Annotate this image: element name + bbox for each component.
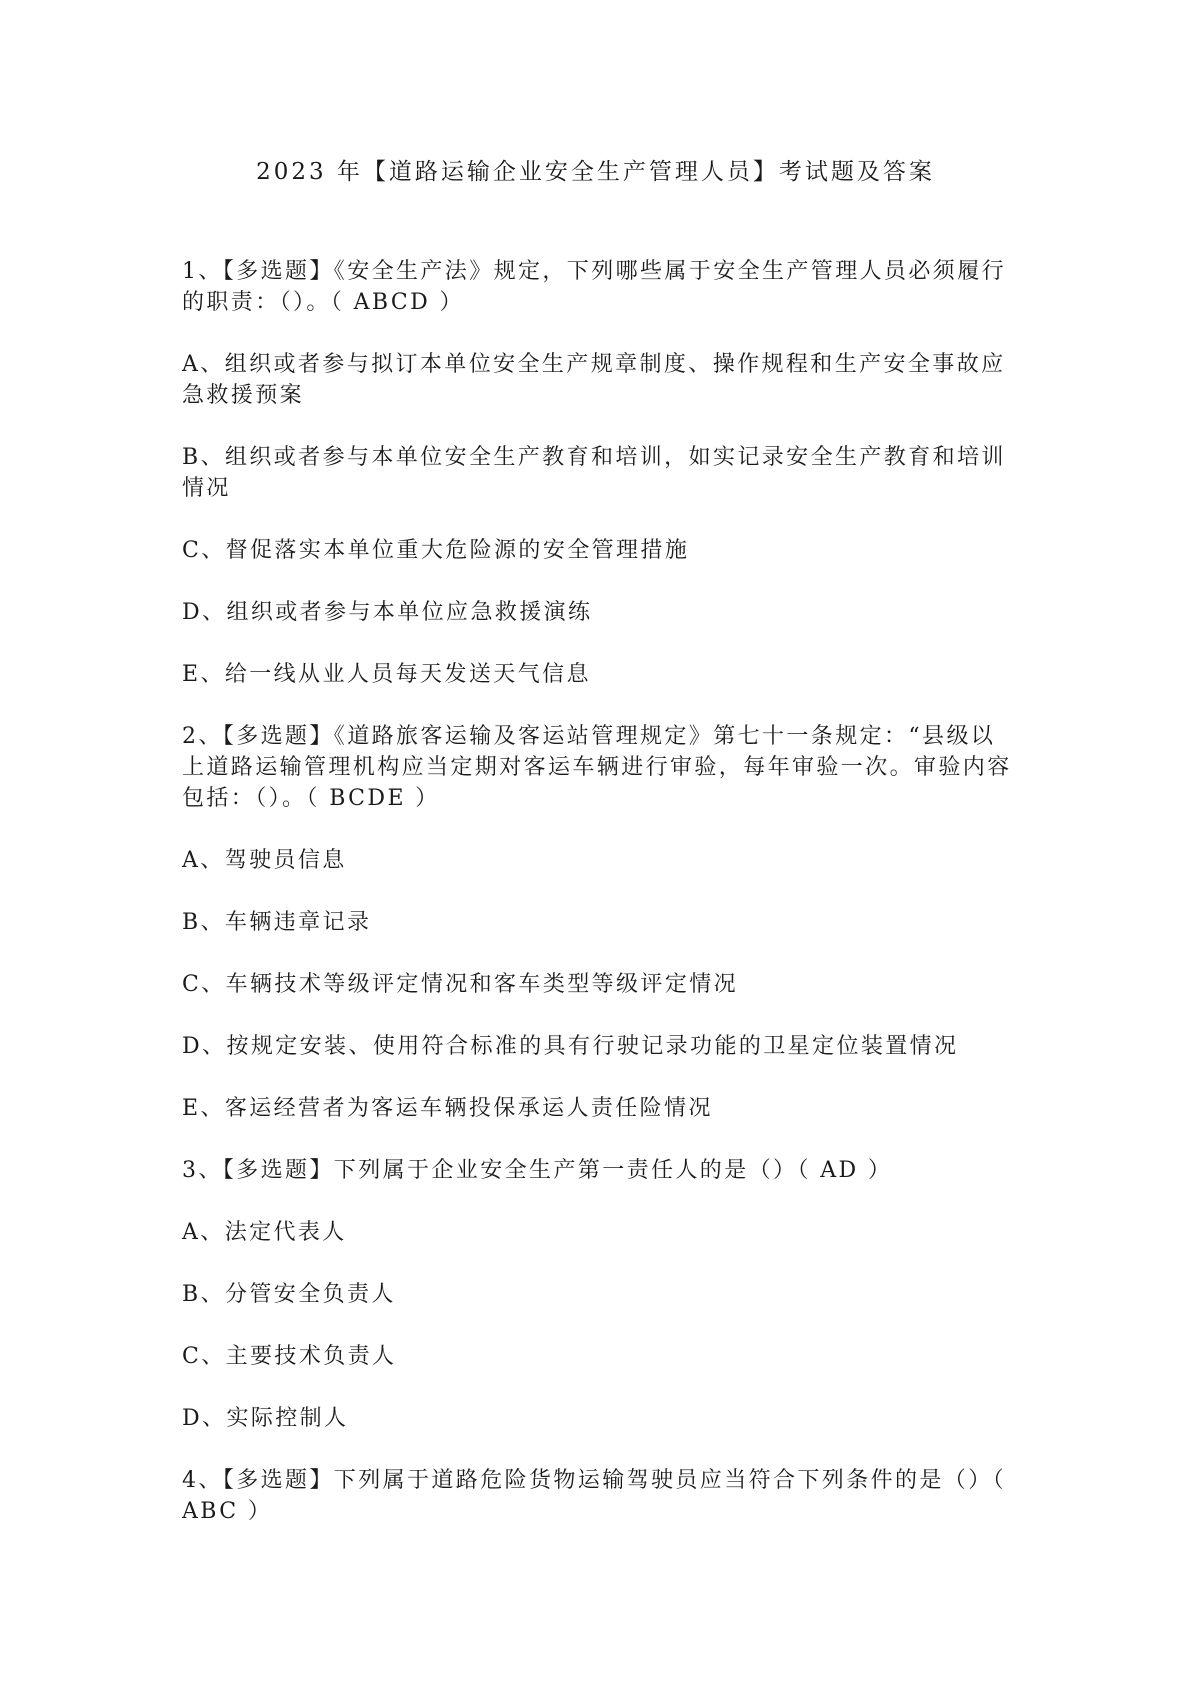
option-a: A、驾驶员信息 bbox=[182, 848, 347, 873]
option-c: C、车辆技术等级评定情况和客车类型等级评定情况 bbox=[182, 972, 739, 997]
option-e: E、给一线从业人员每天发送天气信息 bbox=[182, 662, 591, 687]
question-stem: 1、【多选题】《安全生产法》规定，下列哪些属于安全生产管理人员必须履行的职责：（）。（ ABCD ） bbox=[182, 259, 1006, 315]
question-block bbox=[182, 1465, 1018, 1527]
option-a: A、法定代表人 bbox=[182, 1220, 347, 1245]
option-b: B、分管安全负责人 bbox=[182, 1282, 396, 1307]
option-b: B、组织或者参与本单位安全生产教育和培训，如实记录安全生产教育和培训情况 bbox=[182, 445, 1006, 501]
option-d: D、按规定安装、使用符合标准的具有行驶记录功能的卫星定位装置情况 bbox=[182, 1034, 959, 1059]
option-c: C、督促落实本单位重大危险源的安全管理措施 bbox=[182, 538, 690, 563]
option-d: D、组织或者参与本单位应急救援演练 bbox=[182, 600, 593, 625]
question-block bbox=[182, 721, 1018, 1124]
document-title: 2023 年【道路运输企业安全生产管理人员】考试题及答案 bbox=[256, 159, 935, 185]
option-e: E、客运经营者为客运车辆投保承运人责任险情况 bbox=[182, 1096, 713, 1121]
question-list bbox=[182, 256, 1018, 1558]
question-stem: 2、【多选题】《道路旅客运输及客运站管理规定》第七十一条规定：“县级以上道路运输管理机构应当定期对客运车辆进行审验，每年审验一次。审验内容包括：（）。（ BCDE ） bbox=[182, 724, 1012, 811]
option-c: C、主要技术负责人 bbox=[182, 1344, 397, 1369]
option-d: D、实际控制人 bbox=[182, 1406, 349, 1431]
question-block bbox=[182, 256, 1018, 690]
option-b: B、车辆违章记录 bbox=[182, 910, 372, 935]
question-stem: 4、【多选题】下列属于道路危险货物运输驾驶员应当符合下列条件的是（）（ ABC ） bbox=[182, 1468, 1006, 1524]
question-stem: 3、【多选题】下列属于企业安全生产第一责任人的是（）（ AD ） bbox=[182, 1158, 893, 1183]
option-a: A、组织或者参与拟订本单位安全生产规章制度、操作规程和生产安全事故应急救援预案 bbox=[182, 352, 1006, 408]
question-block bbox=[182, 1155, 1018, 1434]
